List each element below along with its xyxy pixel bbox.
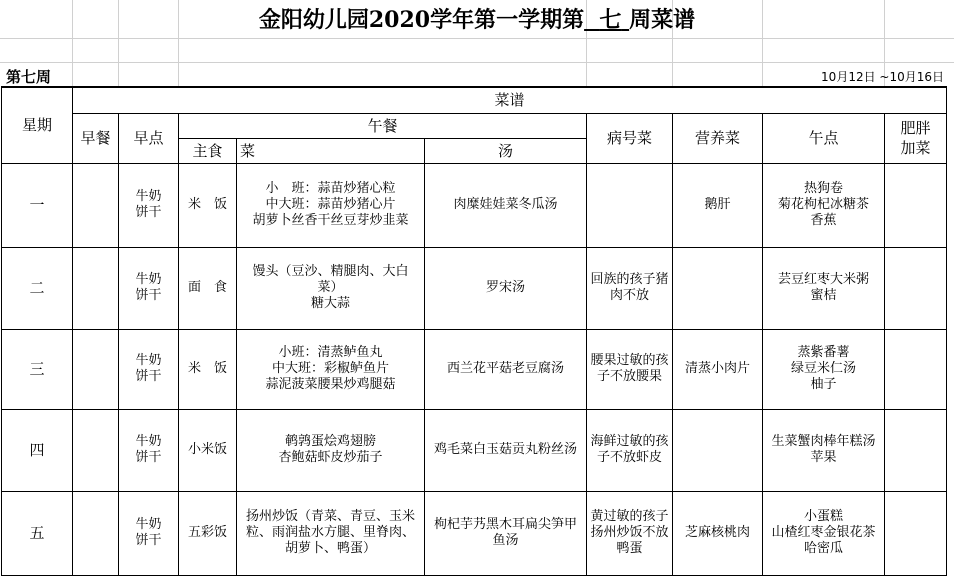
morning-snack-cell: 牛奶 饼干	[119, 163, 179, 247]
afternoon-snack-cell: 小蛋糕 山楂红枣金银花茶 哈密瓜	[763, 491, 885, 575]
sick-meal-cell	[587, 163, 673, 247]
staple-cell: 米 饭	[179, 163, 237, 247]
header-sick-meal: 病号菜	[587, 113, 673, 163]
sick-meal-cell: 海鲜过敏的孩子不放虾皮	[587, 409, 673, 491]
staple-cell: 五彩饭	[179, 491, 237, 575]
table-row	[2, 329, 947, 409]
title-week-number	[584, 7, 629, 33]
morning-snack-cell: 牛奶 饼干	[119, 409, 179, 491]
afternoon-snack-cell: 热狗卷 菊花枸杞冰糖茶 香蕉	[763, 163, 885, 247]
soup-cell: 鸡毛菜白玉菇贡丸粉丝汤	[425, 409, 587, 491]
nutrition-dish-cell	[673, 409, 763, 491]
page-title	[0, 4, 954, 36]
weekday-cell: 一	[2, 163, 73, 247]
morning-snack-cell: 牛奶 饼干	[119, 329, 179, 409]
weekday-cell: 五	[2, 491, 73, 575]
soup-cell: 罗宋汤	[425, 247, 587, 329]
afternoon-snack-cell: 生菜蟹肉棒年糕汤 苹果	[763, 409, 885, 491]
header-menu: 菜谱	[73, 87, 947, 113]
nutrition-dish-cell: 芝麻核桃肉	[673, 491, 763, 575]
soup-cell: 肉糜娃娃菜冬瓜汤	[425, 163, 587, 247]
weekday-cell: 二	[2, 247, 73, 329]
nutrition-dish-cell: 清蒸小肉片	[673, 329, 763, 409]
breakfast-cell	[73, 329, 119, 409]
title-week-number-text: 七	[599, 7, 622, 33]
table-row	[2, 491, 947, 575]
nutrition-dish-cell: 鹅肝	[673, 163, 763, 247]
title-prefix: 金阳幼儿园2020学年第一学期第	[258, 7, 585, 33]
header-breakfast: 早餐	[73, 113, 119, 163]
soup-cell: 西兰花平菇老豆腐汤	[425, 329, 587, 409]
breakfast-cell	[73, 247, 119, 329]
obese-extra-cell	[885, 409, 947, 491]
header-afternoon-snack: 午点	[763, 113, 885, 163]
header-obese-extra: 肥胖 加菜	[885, 113, 947, 163]
header-weekday: 星期	[2, 87, 73, 163]
obese-extra-cell	[885, 329, 947, 409]
week-label: 第七周	[6, 68, 52, 86]
sick-meal-cell: 回族的孩子猪肉不放	[587, 247, 673, 329]
breakfast-cell	[73, 491, 119, 575]
staple-cell: 米 饭	[179, 329, 237, 409]
table-row	[2, 409, 947, 491]
menu-table	[1, 86, 947, 576]
afternoon-snack-cell: 蒸紫番薯 绿豆米仁汤 柚子	[763, 329, 885, 409]
staple-cell: 小米饭	[179, 409, 237, 491]
dish-cell: 扬州炒饭（青菜、青豆、玉米粒、雨润盐水方腿、里脊肉、胡萝卜、鸭蛋）	[237, 491, 425, 575]
date-range: 10月12日 ~10月16日	[821, 70, 944, 84]
obese-extra-cell	[885, 163, 947, 247]
title-suffix: 周菜谱	[629, 7, 696, 33]
nutrition-dish-cell	[673, 247, 763, 329]
obese-extra-cell	[885, 491, 947, 575]
soup-cell: 枸杞芋艿黑木耳扁尖笋甲鱼汤	[425, 491, 587, 575]
morning-snack-cell: 牛奶 饼干	[119, 247, 179, 329]
sick-meal-cell: 腰果过敏的孩子不放腰果	[587, 329, 673, 409]
header-nutrition-dish: 营养菜	[673, 113, 763, 163]
header-soup: 汤	[425, 138, 587, 163]
dish-cell: 鹌鹑蛋烩鸡翅膀 杏鲍菇虾皮炒茄子	[237, 409, 425, 491]
weekday-cell: 四	[2, 409, 73, 491]
dish-cell: 小班：清蒸鲈鱼丸 中大班：彩椒鲈鱼片 蒜泥菠菜腰果炒鸡腿菇	[237, 329, 425, 409]
grid-line	[0, 38, 954, 39]
obese-extra-cell	[885, 247, 947, 329]
table-row	[2, 247, 947, 329]
weekday-cell: 三	[2, 329, 73, 409]
table-row	[2, 163, 947, 247]
morning-snack-cell: 牛奶 饼干	[119, 491, 179, 575]
staple-cell: 面 食	[179, 247, 237, 329]
dish-cell: 小 班：蒜苗炒猪心粒 中大班：蒜苗炒猪心片 胡萝卜丝香干丝豆芽炒韭菜	[237, 163, 425, 247]
afternoon-snack-cell: 芸豆红枣大米粥 蜜桔	[763, 247, 885, 329]
dish-cell: 馒头（豆沙、精腿肉、大白菜） 糖大蒜	[237, 247, 425, 329]
breakfast-cell	[73, 163, 119, 247]
header-staple: 主食	[179, 138, 237, 163]
header-dish: 菜	[237, 138, 425, 163]
sick-meal-cell: 黄过敏的孩子扬州炒饭不放鸭蛋	[587, 491, 673, 575]
grid-line	[0, 62, 954, 63]
breakfast-cell	[73, 409, 119, 491]
header-lunch: 午餐	[179, 113, 587, 138]
header-morning-snack: 早点	[119, 113, 179, 163]
